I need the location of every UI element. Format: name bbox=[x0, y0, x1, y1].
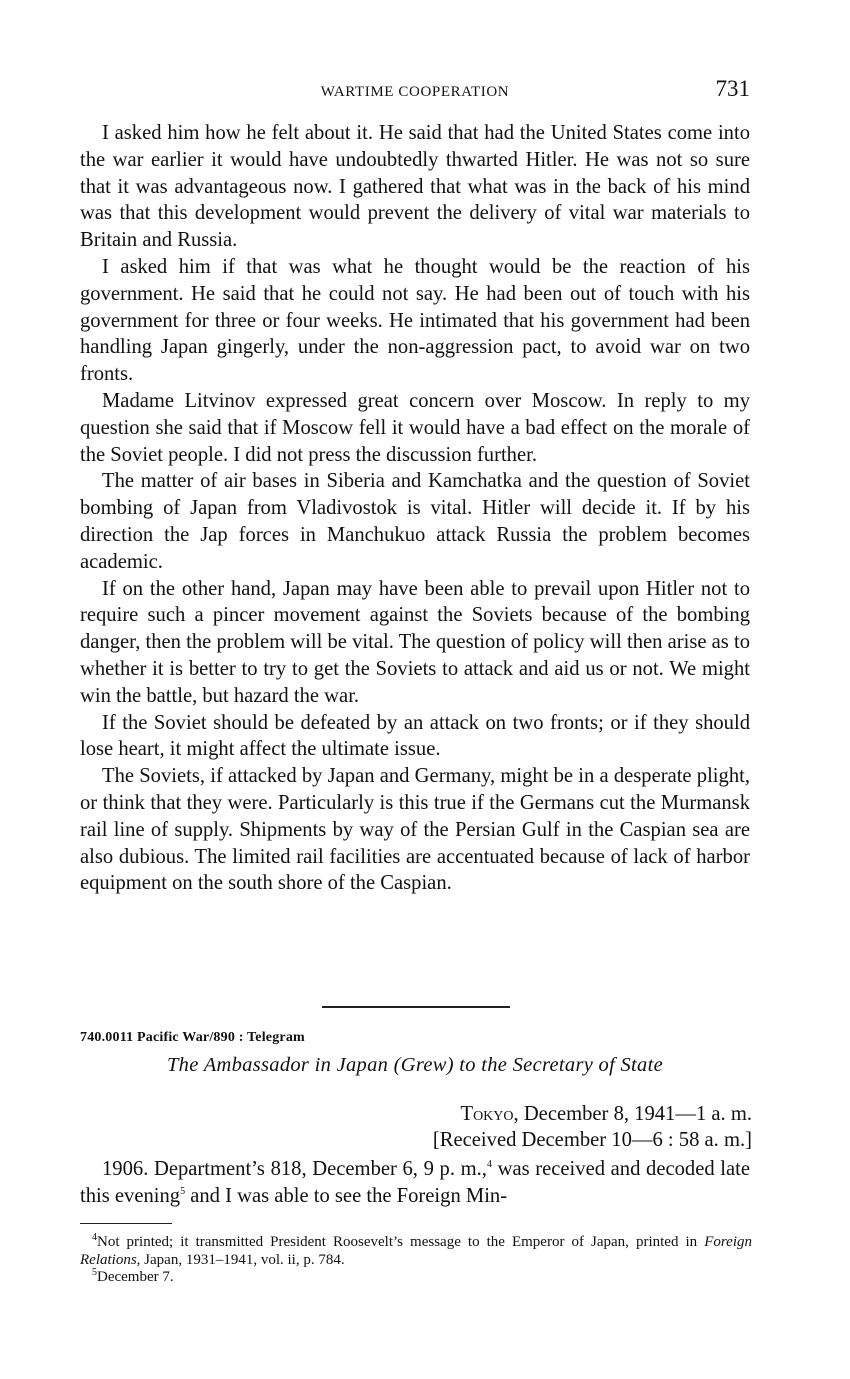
footnote-divider bbox=[80, 1223, 172, 1224]
telegram-part-3: and I was able to see the Foreign Min- bbox=[185, 1185, 508, 1207]
footnotes bbox=[80, 1234, 752, 1287]
paragraph-4: The matter of air bases in Siberia and Kamchatka and the question of Soviet bombing of Japan from Vladivostok is vital. Hitler will decide it. If by his direction the Jap forces in Manchukuo attack Russia the problem becomes academic. bbox=[80, 470, 750, 573]
dateline bbox=[433, 1101, 752, 1153]
telegram-paragraph bbox=[80, 1156, 750, 1210]
dateline-place: Tokyo bbox=[460, 1103, 514, 1125]
paragraph-6: If the Soviet should be defeated by an attack on two fronts; or if they should lose heart, it might affect the ultimate issue. bbox=[80, 711, 750, 761]
received-line: [Received December 10—6 : 58 a. m.] bbox=[432, 1129, 752, 1151]
dateline-date: , December 8, 1941—1 a. m. bbox=[513, 1103, 752, 1125]
body-text bbox=[80, 120, 750, 897]
section-divider bbox=[322, 1006, 510, 1008]
footnote-ref-4: 4 bbox=[486, 1159, 492, 1171]
footnote-4 bbox=[80, 1234, 752, 1269]
dateline-line bbox=[433, 1101, 752, 1127]
telegram-part-2: was received and decoded late this evening bbox=[80, 1158, 751, 1207]
page-number: 731 bbox=[715, 76, 750, 101]
footnote-4-text-a: Not printed; it transmitted President Roosevelt’s message to the Emperor of Japan, printed in bbox=[97, 1234, 705, 1250]
running-title: WARTIME COOPERATION bbox=[320, 84, 510, 100]
footnote-4-mark: 4 bbox=[92, 1232, 97, 1243]
footnote-5-text: December 7. bbox=[97, 1269, 174, 1285]
footnote-ref-5: 5 bbox=[180, 1186, 186, 1198]
telegram-text bbox=[80, 1156, 750, 1210]
paragraph-5: If on the other hand, Japan may have been able to prevail upon Hitler not to require such a pincer movement against the Soviets because of the bombing danger, then the problem will be vital. The question of policy will then arise as to whether it is better to try to get the Soviets to attack and aid us or not. We might win the battle, but hazard the war. bbox=[80, 577, 750, 707]
paragraph-3: Madame Litvinov expressed great concern over Moscow. In reply to my question she said that if Moscow fell it would have a bad effect on the morale of the Soviet people. I did not press the discussion further. bbox=[80, 389, 750, 466]
footnote-4-text-b: , Japan, 1931–1941, vol. ii, p. 784. bbox=[136, 1251, 345, 1268]
document-title: The Ambassador in Japan (Grew) to the Secretary of State bbox=[166, 1054, 664, 1076]
telegram-part-1: 1906. Department’s 818, December 6, 9 p. m., bbox=[102, 1158, 487, 1180]
file-reference: 740.0011 Pacific War/890 : Telegram bbox=[80, 1030, 305, 1045]
paragraph-1: I asked him how he felt about it. He said that had the United States come into the war earlier it would have undoubtedly thwarted Hitler. He was not so sure that it was advantageous now. I gathered that what was in the back of his mind was that this development would prevent the delivery of vital war materials to Britain and Russia. bbox=[80, 122, 750, 252]
paragraph-2: I asked him if that was what he thought would be the reaction of his government. He said that he could not say. He had been out of touch with his government for three or four weeks. He intimated that his government had been handling Japan gingerly, under the non-aggression pact, to avoid war on two fronts. bbox=[80, 255, 750, 386]
paragraph-7: The Soviets, if attacked by Japan and Germany, might be in a desperate plight, or think that they were. Particularly is this true if the Germans cut the Murmansk rail line of supply. Shipments by way of the Persian Gulf in the Caspian sea are also dubious. The limited rail facilities are accentuated because of lack of harbor equipment on the south shore of the Caspian. bbox=[80, 765, 750, 895]
footnote-4-italic: Foreign Relations bbox=[80, 1234, 752, 1268]
running-head bbox=[80, 76, 750, 106]
footnote-5-mark: 5 bbox=[92, 1267, 97, 1278]
footnote-5 bbox=[80, 1269, 752, 1287]
